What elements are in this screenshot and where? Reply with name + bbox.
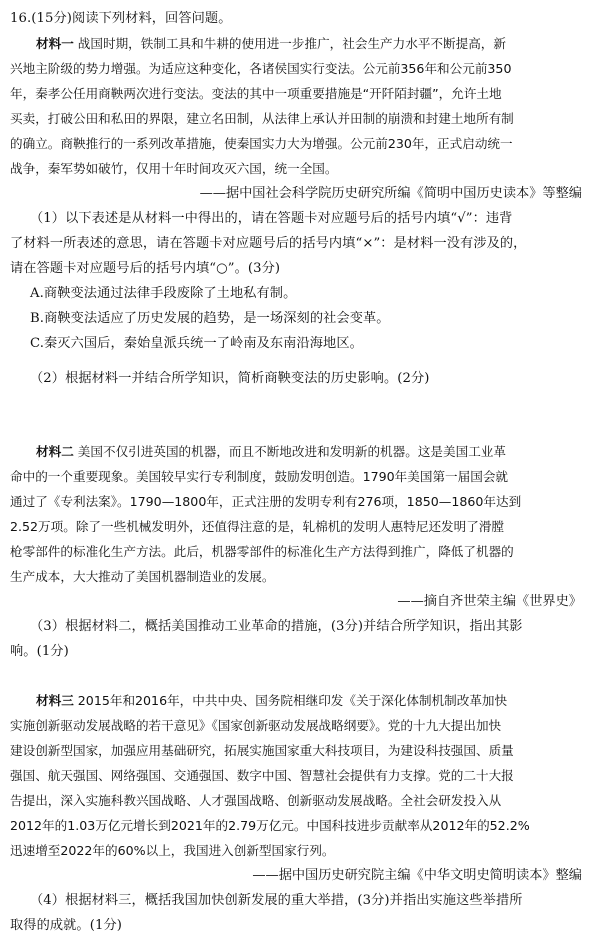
- material-3-line: 实施创新驱动发展战略的若干意见》《国家创新驱动发展战略纲要》。党的十九大提出加快: [10, 718, 502, 733]
- material-2-line: 通过了《专利法案》。1790—1800年，正式注册的发明专利有276项，1850—1860年达到: [10, 494, 522, 509]
- material-2-line: 2.52万项。除了一些机械发明外，还值得注意的是，轧棉机的发明人惠特尼还发明了滑膛: [10, 519, 505, 534]
- material-3-line: 2012年的1.03万亿元增长到2021年的2.79万亿元。中国科技进步贡献率从2012年的52.2%: [10, 818, 530, 833]
- material-3-line: [10, 688, 586, 713]
- material-1-line: 的确立。商鞅推行的一系列改革措施，使秦国实力大为增强。公元前230年，正式启动统一: [10, 136, 513, 151]
- material-3-line: 迅速增至2022年的60%以上，我国进入创新型国家行列。: [10, 843, 335, 858]
- material-2-label: 材料二: [36, 444, 74, 459]
- question-4-line: 取得的成就。(1分): [10, 918, 122, 933]
- question-title: 16.(15分)阅读下列材料，回答问题。: [10, 11, 232, 26]
- material-3: [10, 688, 586, 888]
- material-1-line: 战争，秦军势如破竹，仅用十年时间攻灭六国，统一全国。: [10, 161, 338, 176]
- material-2: [10, 439, 586, 614]
- question-1-option-a: A.商鞅变法通过法律手段废除了土地私有制。: [30, 286, 297, 301]
- question-2: （2）根据材料一并结合所学知识，简析商鞅变法的历史影响。(2分): [30, 371, 430, 386]
- material-3-text: 2015年和2016年，中共中央、国务院相继印发《关于深化体制机制改革加快: [77, 693, 508, 708]
- material-1-line: 兴地主阶级的势力增强。为适应这种变化，各诸侯国实行变法。公元前356年和公元前350: [10, 61, 512, 76]
- material-2-text: 美国不仅引进英国的机器，而且不断地改进和发明新的机器。这是美国工业革: [77, 444, 506, 459]
- material-3-source: ——据中国历史研究院主编《中华文明史简明读本》整编: [252, 868, 582, 883]
- material-2-line: 生产成本，大大推动了美国机器制造业的发展。: [10, 569, 275, 584]
- material-2-line: 命中的一个重要现象。美国较早实行专利制度，鼓励发明创造。1790年美国第一届国会就: [10, 469, 509, 484]
- material-1-line: 年，秦孝公任用商鞅两次进行变法。变法的其中一项重要措施是“开阡陌封疆”，允许土地: [10, 86, 502, 101]
- material-1: [10, 31, 586, 206]
- question-1-line: 了材料一所表述的意思，请在答题卡对应题号后的括号内填“×”：是材料一没有涉及的，: [10, 236, 527, 251]
- question-3-line: 响。(1分): [10, 644, 69, 659]
- material-1-source: ——据中国社会科学院历史研究所编《简明中国历史读本》等整编: [199, 186, 582, 201]
- material-2-source: ——摘自齐世荣主编《世界史》: [397, 594, 582, 609]
- question-4: [10, 888, 586, 938]
- question-1: [10, 206, 586, 356]
- material-1-label: 材料一: [36, 36, 74, 51]
- question-1-line: 请在答题卡对应题号后的括号内填“○”。(3分): [10, 261, 281, 276]
- material-3-line: 告提出，深入实施科教兴国战略、人才强国战略、创新驱动发展战略。全社会研发投入从: [10, 793, 502, 808]
- question-3-line: （3）根据材料二，概括美国推动工业革命的措施，(3分)并结合所学知识，指出其影: [30, 619, 523, 634]
- question-1-line: （1）以下表述是从材料一中得出的，请在答题卡对应题号后的括号内填“√”：违背: [30, 211, 513, 226]
- material-1-line: [10, 31, 586, 56]
- material-1-text: 战国时期，铁制工具和牛耕的使用进一步推广，社会生产力水平不断提高，新: [77, 36, 506, 51]
- material-3-line: 建设创新型国家，加强应用基础研究，拓展实施国家重大科技项目，为建设科技强国、质量: [10, 743, 514, 758]
- material-2-line: [10, 439, 586, 464]
- question-3: [10, 614, 586, 664]
- question-4-line: （4）根据材料三，概括我国加快创新发展的重大举措，(3分)并指出实施这些举措所: [30, 893, 523, 908]
- question-1-option-c: C.秦灭六国后，秦始皇派兵统一了岭南及东南沿海地区。: [30, 336, 363, 351]
- material-3-line: 强国、航天强国、网络强国、交通强国、数字中国、智慧社会提供有力支撑。党的二十大报: [10, 768, 514, 783]
- material-3-label: 材料三: [36, 693, 74, 708]
- material-1-line: 买卖，打破公田和私田的界限，建立名田制，从法律上承认并田制的崩溃和封建土地所有制: [10, 111, 514, 126]
- question-1-option-b: B.商鞅变法适应了历史发展的趋势，是一场深刻的社会变革。: [30, 311, 390, 326]
- material-2-line: 枪零部件的标准化生产方法。此后，机器零部件的标准化生产方法得到推广，降低了机器的: [10, 544, 514, 559]
